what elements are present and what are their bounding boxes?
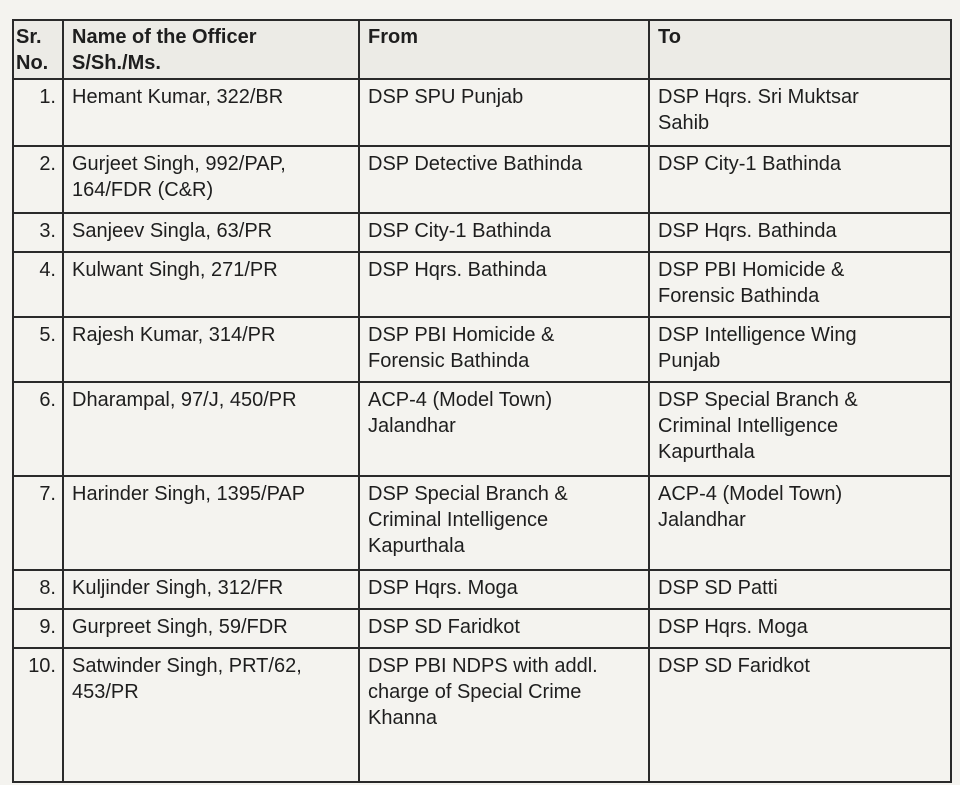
row-from-posting: DSP SPU Punjab [359, 79, 649, 146]
row-sr-no: 2. [13, 146, 63, 213]
row-from-posting: DSP PBI NDPS with addl. charge of Special Crime Khanna [359, 648, 649, 782]
row-sr-no: 7. [13, 476, 63, 570]
row-sr-no: 9. [13, 609, 63, 648]
row-sr-no: 5. [13, 317, 63, 382]
row-officer-name: Hemant Kumar, 322/BR [63, 79, 359, 146]
row-sr-no: 4. [13, 252, 63, 317]
table-row [13, 609, 951, 648]
row-officer-name: Kulwant Singh, 271/PR [63, 252, 359, 317]
header-sr-no: Sr. No. [13, 20, 63, 79]
row-sr-no: 6. [13, 382, 63, 476]
row-from-posting: DSP SD Faridkot [359, 609, 649, 648]
row-to-posting: DSP Intelligence Wing Punjab [649, 317, 951, 382]
table-row [13, 476, 951, 570]
row-from-posting: DSP City-1 Bathinda [359, 213, 649, 252]
row-to-posting: DSP Hqrs. Moga [649, 609, 951, 648]
row-to-posting: DSP SD Faridkot [649, 648, 951, 782]
row-officer-name: Sanjeev Singla, 63/PR [63, 213, 359, 252]
header-officer-name: Name of the Officer S/Sh./Ms. [63, 20, 359, 79]
row-to-posting: DSP Hqrs. Bathinda [649, 213, 951, 252]
row-from-posting: DSP PBI Homicide & Forensic Bathinda [359, 317, 649, 382]
table-row [13, 252, 951, 317]
row-to-posting: DSP Special Branch & Criminal Intelligence Kapurthala [649, 382, 951, 476]
table-row [13, 317, 951, 382]
row-from-posting: DSP Hqrs. Bathinda [359, 252, 649, 317]
row-officer-name: Satwinder Singh, PRT/62, 453/PR [63, 648, 359, 782]
table-row [13, 382, 951, 476]
row-sr-no: 10. [13, 648, 63, 782]
row-to-posting: DSP SD Patti [649, 570, 951, 609]
row-officer-name: Kuljinder Singh, 312/FR [63, 570, 359, 609]
row-officer-name: Gurjeet Singh, 992/PAP, 164/FDR (C&R) [63, 146, 359, 213]
row-to-posting: DSP City-1 Bathinda [649, 146, 951, 213]
header-to: To [649, 20, 951, 79]
table-row [13, 146, 951, 213]
row-officer-name: Dharampal, 97/J, 450/PR [63, 382, 359, 476]
row-to-posting: DSP PBI Homicide & Forensic Bathinda [649, 252, 951, 317]
row-officer-name: Harinder Singh, 1395/PAP [63, 476, 359, 570]
row-officer-name: Rajesh Kumar, 314/PR [63, 317, 359, 382]
officer-transfer-table [12, 19, 952, 783]
row-sr-no: 3. [13, 213, 63, 252]
table-row [13, 648, 951, 782]
row-from-posting: DSP Special Branch & Criminal Intelligence Kapurthala [359, 476, 649, 570]
row-to-posting: DSP Hqrs. Sri Muktsar Sahib [649, 79, 951, 146]
table-body [13, 79, 951, 782]
transfer-order-document [12, 19, 950, 783]
row-from-posting: DSP Detective Bathinda [359, 146, 649, 213]
table-row [13, 79, 951, 146]
row-from-posting: ACP-4 (Model Town) Jalandhar [359, 382, 649, 476]
table-header-row [13, 20, 951, 79]
row-to-posting: ACP-4 (Model Town) Jalandhar [649, 476, 951, 570]
table-row [13, 213, 951, 252]
row-sr-no: 8. [13, 570, 63, 609]
row-officer-name: Gurpreet Singh, 59/FDR [63, 609, 359, 648]
row-from-posting: DSP Hqrs. Moga [359, 570, 649, 609]
header-from: From [359, 20, 649, 79]
table-row [13, 570, 951, 609]
row-sr-no: 1. [13, 79, 63, 146]
